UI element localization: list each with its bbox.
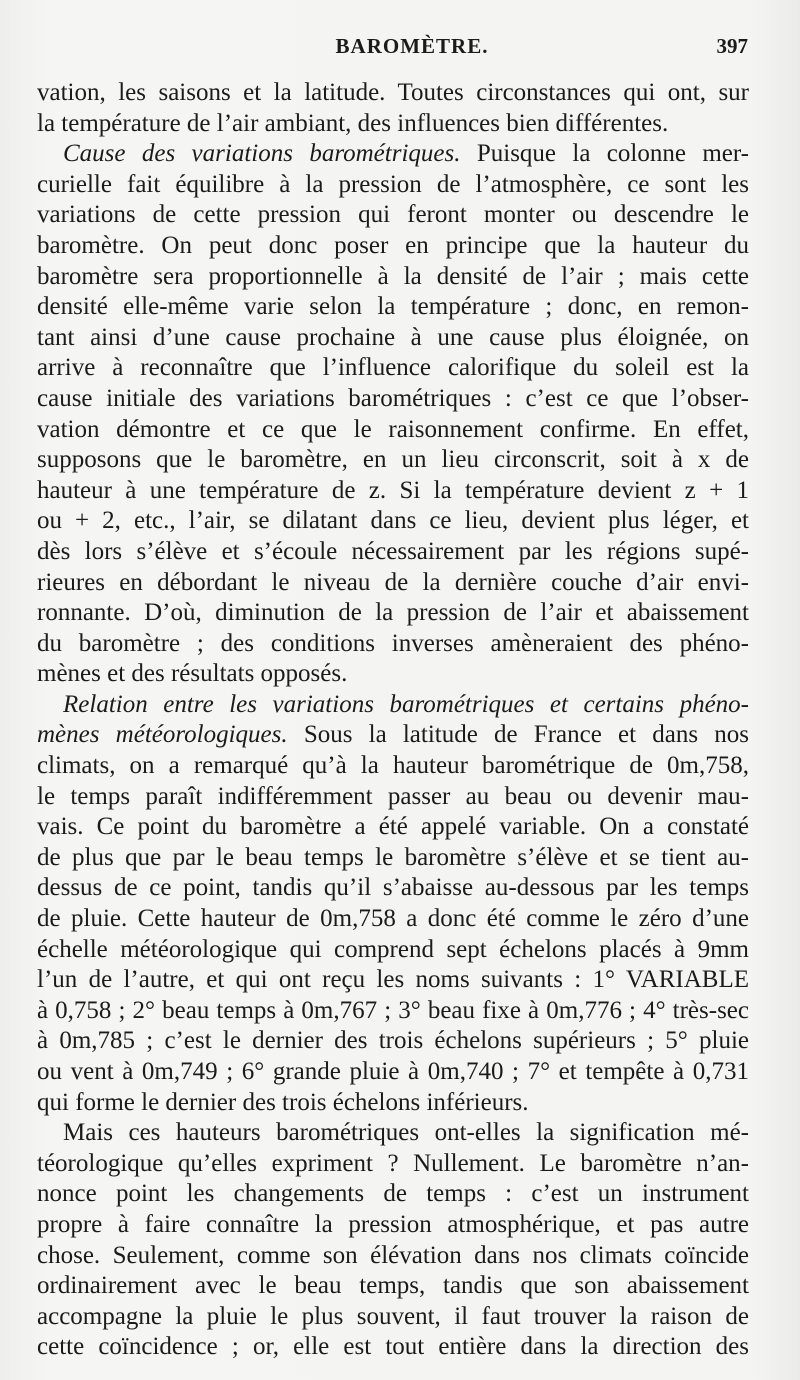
line-text: dessus de ce point, tandis qu’il s’abaisse au-dessous par les temps xyxy=(37,874,749,902)
line-text: à 0,758 ; 2° beau temps à 0m,767 ; 3° beau fixe à 0m,776 ; 4° très-sec xyxy=(37,996,749,1024)
line-text: vais. Ce point du baromètre a été appelé variable. On a constaté xyxy=(37,813,749,841)
text-line xyxy=(37,353,749,384)
line-text: hauteur à une température de z. Si la température devient z + 1 xyxy=(37,476,749,504)
line-text: l’un de l’autre, et qui ont reçu les noms suivants : 1° VARIABLE xyxy=(37,966,749,994)
line-text: curielle fait équilibre à la pression de l’atmosphère, ce sont les xyxy=(37,170,749,198)
text-line xyxy=(37,537,749,568)
text-line xyxy=(37,1088,749,1119)
line-text: cause initiale des variations barométriques : c’est ce que l’obser- xyxy=(37,384,749,412)
text-line xyxy=(37,873,749,904)
text-line xyxy=(37,506,749,537)
text-line xyxy=(37,139,749,170)
text-line xyxy=(37,904,749,935)
line-text: qui forme le dernier des trois échelons inférieurs. xyxy=(37,1088,529,1116)
text-line xyxy=(37,384,749,415)
text-line xyxy=(37,782,749,813)
text-line xyxy=(37,1210,749,1241)
text-line xyxy=(37,1057,749,1088)
line-text: rieures en débordant le niveau de la dernière couche d’air envi- xyxy=(37,568,749,596)
text-line xyxy=(37,78,749,109)
text-line xyxy=(37,200,749,231)
italic-heading: mènes météorologiques. xyxy=(37,721,288,749)
line-text: tant ainsi d’une cause prochaine à une cause plus éloignée, on xyxy=(37,323,749,351)
text-line xyxy=(37,231,749,262)
text-line xyxy=(37,965,749,996)
line-text: vation démontre et ce que le raisonnement confirme. En effet, xyxy=(37,415,749,443)
line-text: supposons que le baromètre, en un lieu circonscrit, soit à x de xyxy=(37,446,749,474)
text-line xyxy=(37,598,749,629)
line-text: densité elle-même varie selon la température ; donc, en remon- xyxy=(37,293,749,321)
text-line xyxy=(37,1332,749,1363)
text-line xyxy=(37,659,749,690)
text-line xyxy=(37,445,749,476)
line-text: propre à faire connaître la pression atmosphérique, et pas autre xyxy=(37,1210,749,1238)
text-line xyxy=(37,1241,749,1272)
line-text: échelle météorologique qui comprend sept échelons placés à 9mm xyxy=(37,935,749,963)
line-text: cette coïncidence ; or, elle est tout entière dans la direction des xyxy=(37,1333,749,1361)
text-line xyxy=(37,935,749,966)
text-line xyxy=(37,843,749,874)
line-text: variations de cette pression qui feront monter ou descendre le xyxy=(37,201,749,229)
line-text: Mais ces hauteurs barométriques ont-elles la signification mé- xyxy=(63,1119,749,1147)
line-text: climats, on a remarqué qu’à la hauteur barométrique de 0m,758, xyxy=(37,752,749,780)
text-line xyxy=(37,1026,749,1057)
text-line xyxy=(37,262,749,293)
text-line xyxy=(37,568,749,599)
line-text: chose. Seulement, comme son élévation dans nos climats coïncide xyxy=(37,1241,749,1269)
line-text: le temps paraît indifféremment passer au beau ou devenir mau- xyxy=(37,782,749,810)
line-text: ou vent à 0m,749 ; 6° grande pluie à 0m,740 ; 7° et tempête à 0,731 xyxy=(37,1058,749,1085)
text-line xyxy=(37,292,749,323)
text-line xyxy=(37,996,749,1027)
line-text: mènes et des résultats opposés. xyxy=(37,660,348,688)
italic-heading: Cause des variations barométriques. xyxy=(63,140,461,168)
line-text: du baromètre ; des conditions inverses amèneraient des phéno- xyxy=(37,629,749,657)
text-line xyxy=(37,1302,749,1333)
line-text: de plus que par le beau temps le baromètre s’élève et se tient au- xyxy=(37,843,749,871)
text-line xyxy=(37,1118,749,1149)
line-text: Sous la latitude de France et dans nos xyxy=(287,721,749,749)
body-text xyxy=(37,78,749,1363)
italic-heading: Relation entre les variations barométriques et certains phéno- xyxy=(63,690,749,718)
text-line xyxy=(37,415,749,446)
line-text: dès lors s’élève et s’écoule nécessairement par les régions supé- xyxy=(37,537,749,565)
line-text: vation, les saisons et la latitude. Toutes circonstances qui ont, sur xyxy=(37,79,749,106)
text-line xyxy=(37,629,749,660)
text-line xyxy=(37,323,749,354)
text-line xyxy=(37,476,749,507)
line-text: téorologique qu’elles expriment ? Nullement. Le baromètre n’an- xyxy=(37,1149,749,1177)
line-text: baromètre. On peut donc poser en principe que la hauteur du xyxy=(37,231,749,259)
line-text: baromètre sera proportionnelle à la densité de l’air ; mais cette xyxy=(37,262,749,290)
page-number: 397 xyxy=(716,34,748,58)
line-text: ou + 2, etc., l’air, se dilatant dans ce lieu, devient plus léger, et xyxy=(37,507,749,535)
text-line xyxy=(37,170,749,201)
line-text: arrive à reconnaître que l’influence calorifique du soleil est la xyxy=(37,354,749,382)
line-text: accompagne la pluie le plus souvent, il faut trouver la raison de xyxy=(37,1302,749,1330)
text-line xyxy=(37,751,749,782)
text-line xyxy=(37,690,749,721)
text-line xyxy=(37,812,749,843)
text-line xyxy=(37,1179,749,1210)
text-line xyxy=(37,1271,749,1302)
text-line xyxy=(37,720,749,751)
line-text: nonce point les changements de temps : c’est un instrument xyxy=(37,1180,749,1208)
page-header xyxy=(36,34,748,62)
line-text: ronnante. D’où, diminution de la pression de l’air et abaissement xyxy=(37,599,749,627)
running-title: BAROMÈTRE. xyxy=(335,34,489,58)
text-line xyxy=(37,1149,749,1180)
line-text: ordinairement avec le beau temps, tandis que son abaissement xyxy=(37,1272,749,1300)
line-text: à 0m,785 ; c’est le dernier des trois échelons supérieurs ; 5° pluie xyxy=(37,1027,749,1055)
line-text: la température de l’air ambiant, des influences bien différentes. xyxy=(37,109,669,137)
line-text: de pluie. Cette hauteur de 0m,758 a donc été comme le zéro d’une xyxy=(37,905,749,933)
line-text: Puisque la colonne mer- xyxy=(460,140,750,168)
text-line xyxy=(37,109,749,140)
